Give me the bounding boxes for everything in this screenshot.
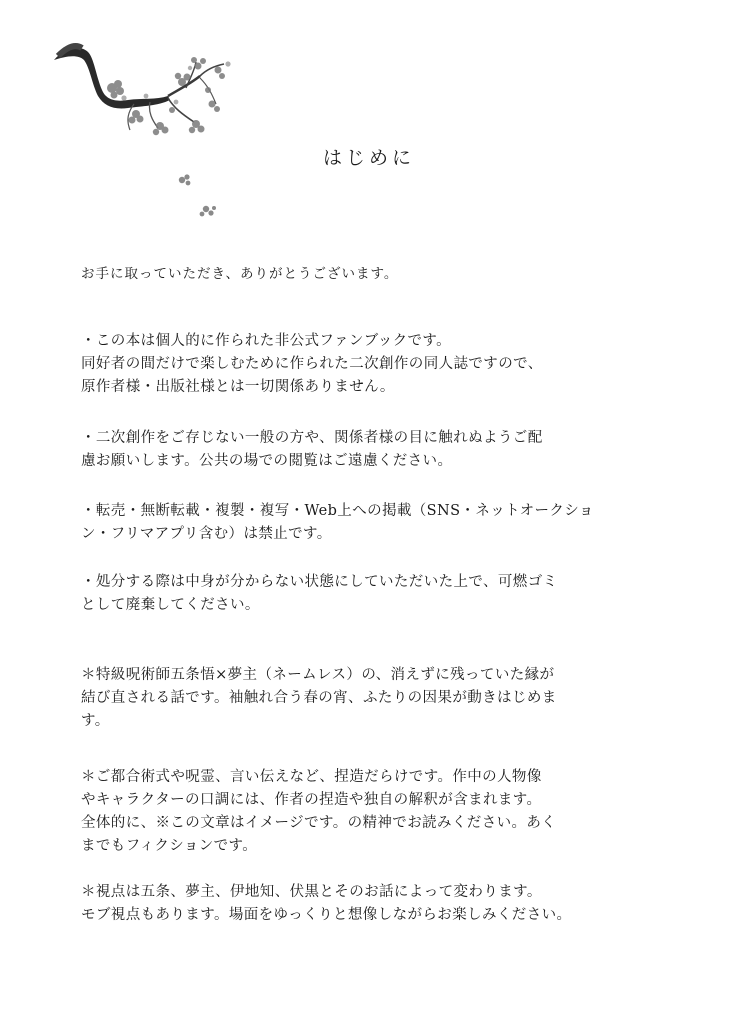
text-line: 慮お願いします。公共の場での閲覧はご遠慮ください。: [81, 453, 453, 469]
text-line: までもフィクションです。: [81, 838, 258, 854]
text-line: ＊視点は五条、夢主、伊地知、伏黒とそのお話によって変わります。: [81, 884, 542, 900]
text-line: モブ視点もあります。場面をゆっくりと想像しながらお楽しみください。: [81, 907, 572, 923]
note-fabrication: [81, 766, 621, 858]
text-line: ・転売・無断転載・複製・複写・Web上への掲載（SNS・ネットオークショ: [81, 503, 594, 519]
text-line: 同好者の間だけで楽しむために作られた二次創作の同人誌ですので、: [81, 356, 543, 372]
text-line: ・処分する際は中身が分からない状態にしていただいた上で、可燃ゴミ: [81, 574, 558, 590]
greeting-line: お手に取っていただき、ありがとうございます。: [81, 266, 399, 282]
note-disposal: [81, 571, 621, 617]
plum-blossom-branch-illustration: [50, 38, 240, 223]
text-line: 結び直される話です。袖触れ合う春の宵、ふたりの因果が動きはじめま: [81, 690, 557, 706]
text-line: ・二次創作をご存じない一般の方や、関係者様の目に触れぬようご配: [81, 430, 543, 446]
text-line: 原作者様・出版社様とは一切関係ありません。: [81, 379, 395, 395]
page-title: はじめに: [322, 147, 415, 169]
text-line: やキャラクターの口調には、作者の捏造や独自の解釈が含まれます。: [81, 792, 542, 808]
text-line: ＊ご都合術式や呪霊、言い伝えなど、捏造だらけです。作中の人物像: [81, 769, 542, 785]
text-line: 全体的に、※この文章はイメージです。の精神でお読みください。あく: [81, 815, 557, 831]
text-line: す。: [81, 713, 110, 729]
text-line: ・この本は個人的に作られた非公式ファンブックです。: [81, 333, 452, 349]
text-line: ＊特級呪術師五条悟×夢主（ネームレス）の、消えずに残っていた縁が: [81, 667, 555, 683]
note-privacy-request: [81, 427, 621, 473]
note-viewpoints: [81, 881, 621, 927]
note-reproduction-prohibited: [81, 500, 621, 546]
text-line: ン・フリマアプリ含む）は禁止です。: [81, 526, 332, 542]
text-line: として廃棄してください。: [81, 597, 260, 613]
note-unofficial-fanbook: [81, 330, 621, 399]
note-story-summary: [81, 664, 621, 733]
